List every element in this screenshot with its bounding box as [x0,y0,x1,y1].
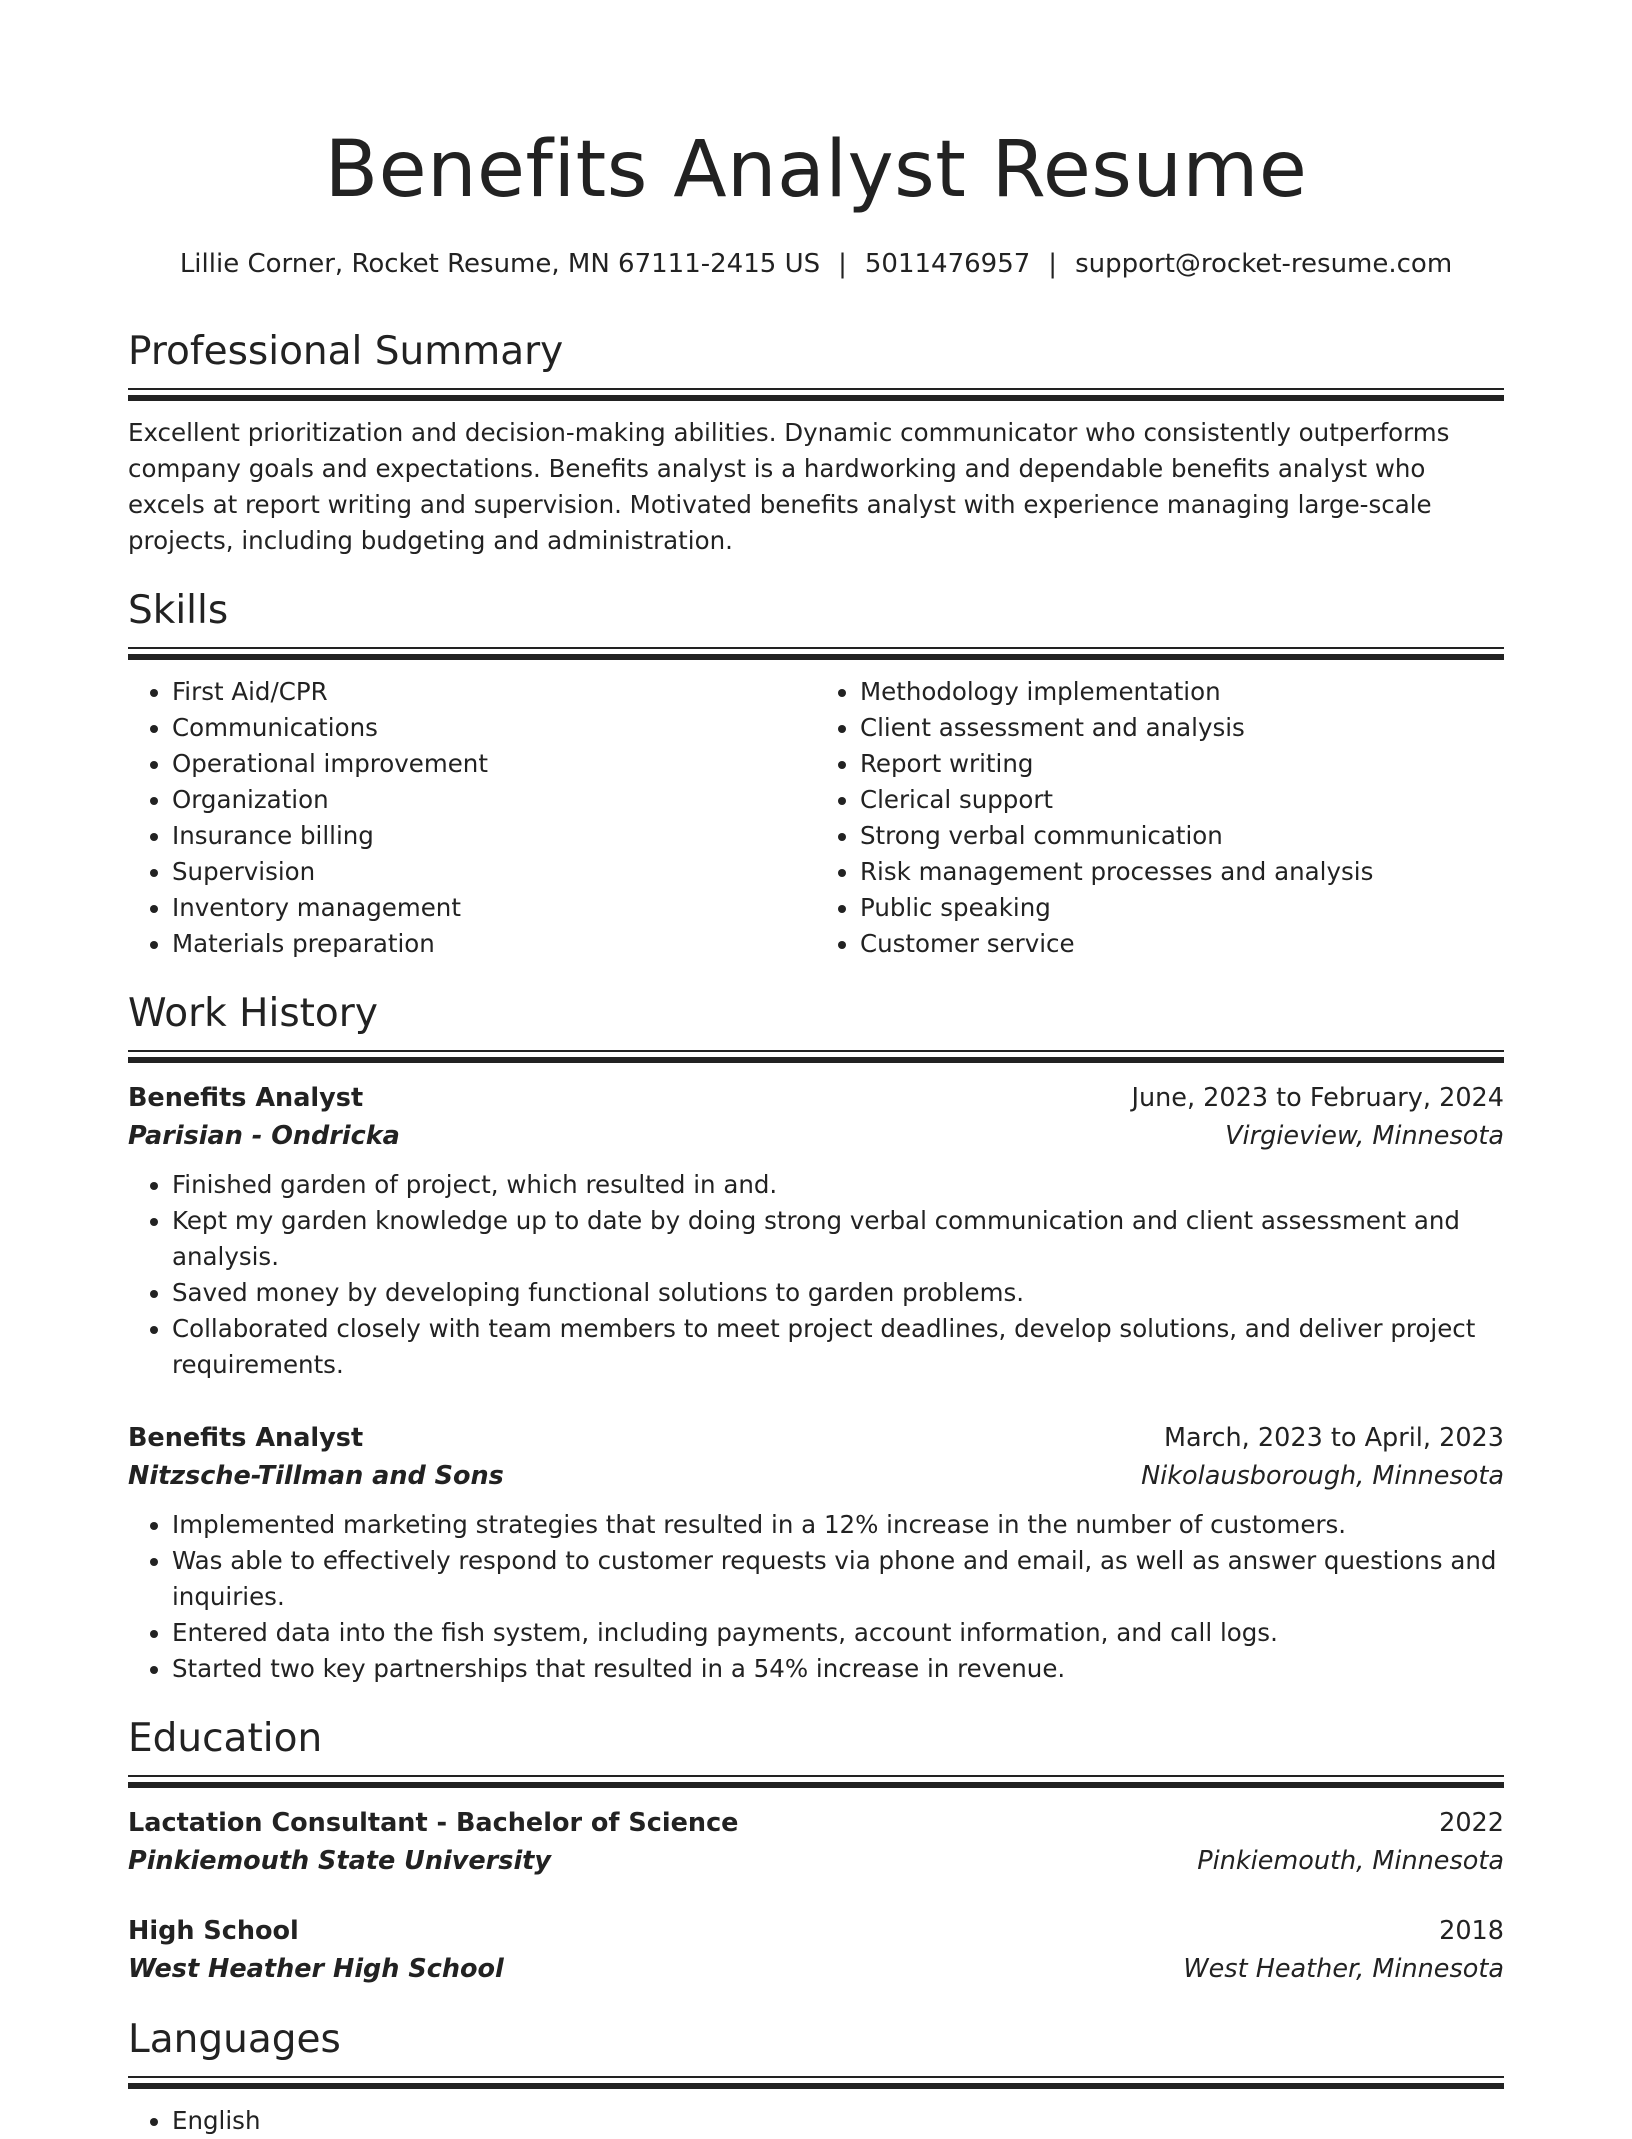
skill-item: • Strong verbal communication [860,818,1504,854]
section-divider [128,388,1504,401]
skill-item: • Clerical support [860,782,1504,818]
education-school: West Heather High School [128,1954,504,1984]
languages-list [128,2103,1504,2139]
job-bullet: • Collaborated closely with team members to meet project deadlines, develop solutions, and deliver project requirements. [172,1311,1504,1383]
skills-column-right [816,674,1504,962]
section-divider [128,647,1504,660]
summary-text: Excellent prioritization and decision-making abilities. Dynamic communicator who consistently outperforms company goals and expectations. Benefits analyst is a hardworking and dependable benefits analyst who excels at report writing and supervision. Motivated benefits analyst with experience managing large-scale projects, including budgeting and administration. [128,418,1450,555]
job-entry [128,1079,1504,1383]
job-subheader [128,1457,1504,1495]
job-dates: March, 2023 to April, 2023 [1163,1423,1504,1453]
job-dates: June, 2023 to February, 2024 [1131,1083,1504,1113]
skills-list [128,674,1504,962]
education-location: Pinkiemouth, Minnesota [1197,1846,1504,1876]
education-subheader [128,1950,1504,1988]
section-heading-summary: Professional Summary [128,329,564,374]
skill-item: • Risk management processes and analysis [860,854,1504,890]
contact-line [128,246,1504,282]
section-divider [128,2076,1504,2089]
job-header [128,1079,1504,1117]
job-bullet-list [128,1507,1504,1687]
skill-item: • Report writing [860,746,1504,782]
education-header [128,1912,1504,1950]
skill-item: • Organization [172,782,816,818]
section-heading-languages: Languages [128,2017,341,2062]
skill-item: • Materials preparation [172,926,816,962]
job-bullet: • Finished garden of project, which resulted in and. [172,1167,1504,1203]
skill-item: • Supervision [172,854,816,890]
job-bullet: • Was able to effectively respond to customer requests via phone and email, as well as answer questions and inquiries. [172,1543,1504,1615]
job-company: Nitzsche-Tillman and Sons [128,1461,504,1491]
education-degree: High School [128,1916,299,1946]
job-bullet: • Implemented marketing strategies that resulted in a 12% increase in the number of customers. [172,1507,1504,1543]
job-bullet: • Started two key partnerships that resulted in a 54% increase in revenue. [172,1651,1504,1687]
education-header [128,1804,1504,1842]
job-header [128,1419,1504,1457]
job-bullet: • Saved money by developing functional solutions to garden problems. [172,1275,1504,1311]
education-entry [128,1912,1504,1988]
languages-section [128,2014,1504,2139]
education-section [128,1713,1504,1988]
contact-address: Lillie Corner, Rocket Resume, MN 67111-2415 US [179,249,821,279]
education-year: 2018 [1439,1916,1504,1946]
work-history-section [128,988,1504,1687]
skill-item: • Methodology implementation [860,674,1504,710]
language-item: • English [172,2103,1504,2139]
skill-item: • Customer service [860,926,1504,962]
contact-separator: | [1048,249,1058,279]
job-bullet-list [128,1167,1504,1383]
skill-item: • Operational improvement [172,746,816,782]
job-entry [128,1419,1504,1687]
skill-item: • First Aid/CPR [172,674,816,710]
contact-separator: | [838,249,847,279]
education-school: Pinkiemouth State University [128,1846,551,1876]
skill-item: • Inventory management [172,890,816,926]
job-bullet: • Entered data into the fish system, including payments, account information, and call logs. [172,1615,1504,1651]
education-degree: Lactation Consultant - Bachelor of Science [128,1808,739,1838]
job-location: Virgieview, Minnesota [1225,1121,1504,1151]
skill-item: • Public speaking [860,890,1504,926]
skill-item: • Insurance billing [172,818,816,854]
section-divider [128,1775,1504,1788]
contact-phone: 5011476957 [864,249,1031,279]
section-heading-work-history: Work History [128,991,378,1036]
education-entry [128,1804,1504,1880]
job-subheader [128,1117,1504,1155]
job-bullet: • Kept my garden knowledge up to date by doing strong verbal communication and client assessment and analysis. [172,1203,1504,1275]
education-subheader [128,1842,1504,1880]
section-heading-education: Education [128,1716,323,1761]
skill-item: • Client assessment and analysis [860,710,1504,746]
section-heading-skills: Skills [128,588,229,633]
section-divider [128,1050,1504,1063]
job-company: Parisian - Ondricka [128,1121,400,1151]
skill-item: • Communications [172,710,816,746]
education-year: 2022 [1439,1808,1504,1838]
document-title: Benefits Analyst Resume [324,125,1308,215]
job-title: Benefits Analyst [128,1423,364,1453]
contact-email[interactable]: support@rocket-resume.com [1075,249,1453,279]
skills-column-left [128,674,816,962]
job-title: Benefits Analyst [128,1083,364,1113]
job-location: Nikolausborough, Minnesota [1141,1461,1504,1491]
summary-section [128,326,1504,559]
skills-section [128,585,1504,962]
education-location: West Heather, Minnesota [1183,1954,1504,1984]
